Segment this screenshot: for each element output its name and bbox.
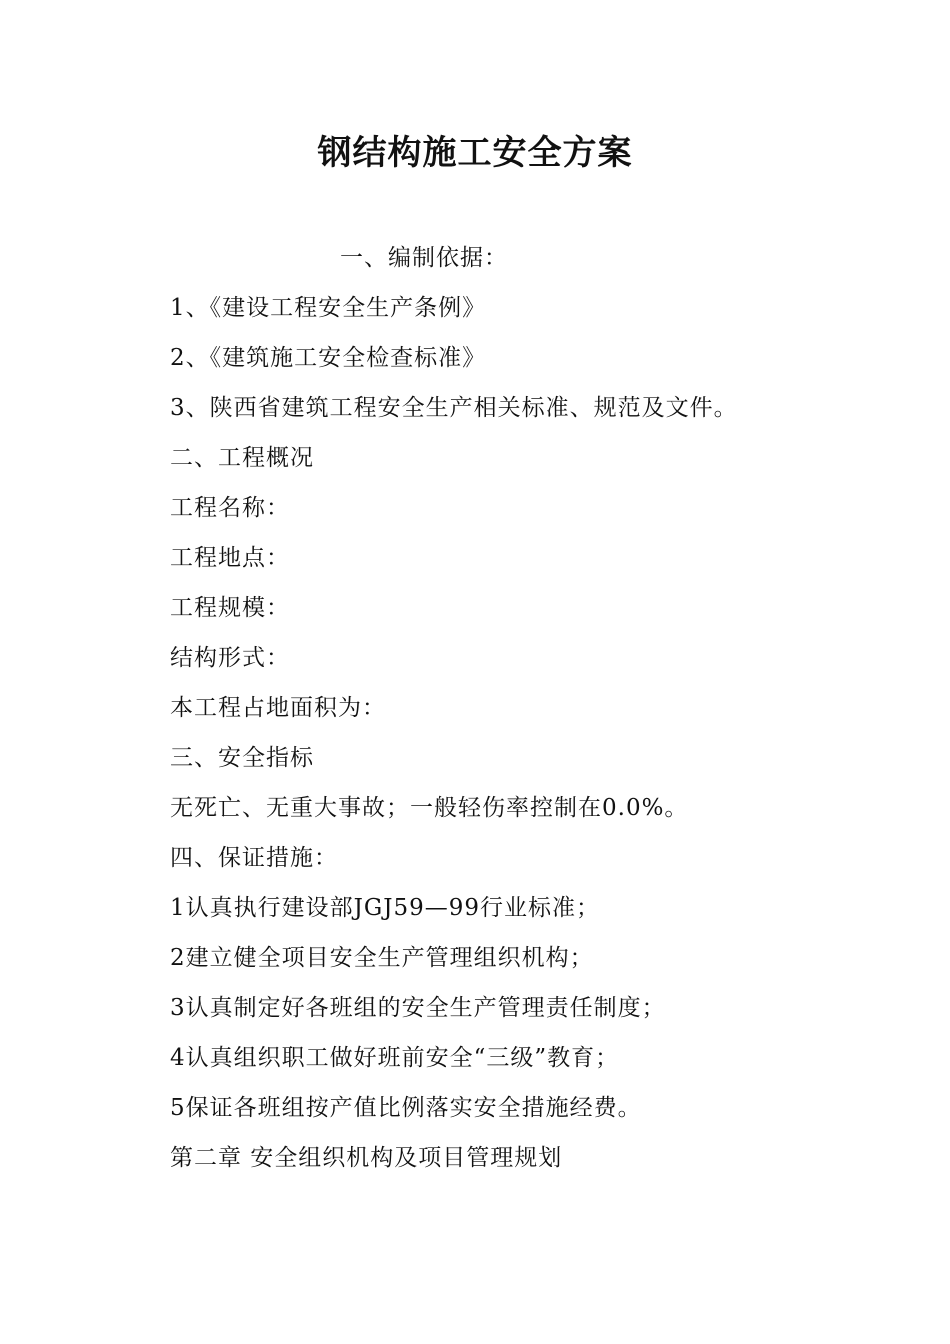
basis-item-3: 3、陕西省建筑工程安全生产相关标准、规范及文件。 <box>170 395 738 421</box>
floor-area-label: 本工程占地面积为： <box>170 695 386 721</box>
section-heading-overview: 二、工程概况 <box>170 445 314 471</box>
structure-type-label: 结构形式： <box>170 645 290 671</box>
chapter-heading-2: 第二章 安全组织机构及项目管理规划 <box>170 1145 563 1171</box>
basis-item-1: 1、《建设工程安全生产条例》 <box>170 295 487 321</box>
measure-item-3: 3认真制定好各班组的安全生产管理责任制度； <box>170 995 666 1021</box>
document-title: 钢结构施工安全方案 <box>317 133 633 173</box>
measure-item-1: 1认真执行建设部JGJ59—99行业标准； <box>170 895 600 921</box>
safety-target-text: 无死亡、无重大事故；一般轻伤率控制在0.0%。 <box>170 795 689 821</box>
section-heading-safety-targets: 三、安全指标 <box>170 745 314 771</box>
project-name-label: 工程名称： <box>170 495 290 521</box>
section-heading-measures: 四、保证措施： <box>170 845 338 871</box>
measure-item-2: 2建立健全项目安全生产管理组织机构； <box>170 945 594 971</box>
document-body <box>170 233 870 1183</box>
measure-item-4: 4认真组织职工做好班前安全“三级”教育； <box>170 1045 620 1071</box>
measure-item-5: 5保证各班组按产值比例落实安全措施经费。 <box>170 1095 642 1121</box>
project-location-label: 工程地点： <box>170 545 290 571</box>
basis-item-2: 2、《建筑施工安全检查标准》 <box>170 345 487 371</box>
project-scale-label: 工程规模： <box>170 595 290 621</box>
section-heading-basis: 一、编制依据： <box>340 245 508 271</box>
